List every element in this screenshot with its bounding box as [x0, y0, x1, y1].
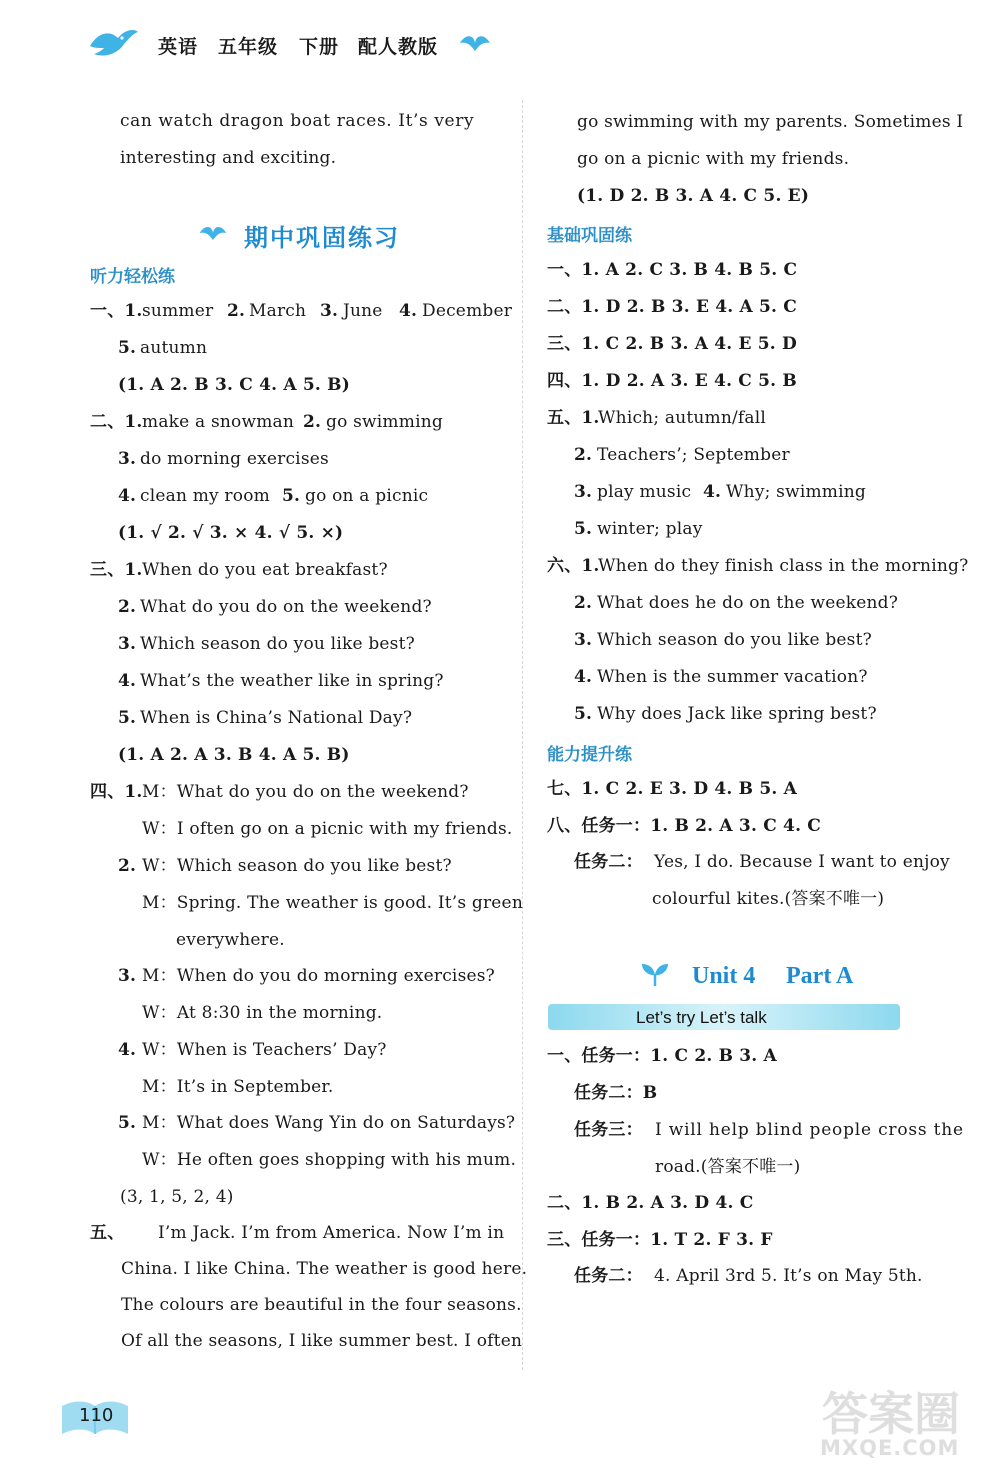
answer-text: clean my room [140, 486, 270, 506]
answer-key-line: 八、任务一：1. B 2. A 3. C 4. C [547, 816, 822, 836]
question-number: 5. [574, 704, 593, 724]
dialogue-line: everywhere. [176, 930, 285, 950]
answer-key-line: 四、1. D 2. A 3. E 4. C 5. B [547, 371, 797, 391]
answer-key-line: 一、任务一：1. C 2. B 3. A [547, 1046, 777, 1066]
question-number: 5. [118, 338, 137, 358]
question-number: 2. [574, 445, 593, 465]
unit-title: Unit 4 [692, 963, 756, 989]
dialogue-line: W：I often go on a picnic with my friends. [142, 819, 513, 839]
question-number: 5. [574, 519, 593, 539]
answer-text: Why; swimming [726, 482, 866, 502]
question-number: 3. [118, 449, 137, 469]
question-number: 五、1. [547, 408, 600, 428]
answer-text: 4. April 3rd 5. It’s on May 5th. [654, 1266, 923, 1286]
answer-text: When is China’s National Day? [140, 708, 413, 728]
question-number: 2. [574, 593, 593, 613]
answer-text: When do they finish class in the morning? [598, 556, 969, 576]
watermark-url: MXQE.COM [820, 1436, 960, 1460]
answer-key-line: (1. A 2. A 3. B 4. A 5. B) [118, 745, 350, 765]
passage-line: go on a picnic with my friends. [577, 149, 850, 169]
answer-text: What’s the weather like in spring? [140, 671, 444, 691]
question-number: 4. [118, 671, 137, 691]
answer-key-line: 一、1. A 2. C 3. B 4. B 5. C [547, 260, 798, 280]
answer-text: Which season do you like best? [140, 634, 415, 654]
page-number: 110 [79, 1405, 114, 1426]
continued-text-line: can watch dragon boat races. It’s very [120, 111, 475, 131]
answer-text: Teachers’; September [597, 445, 790, 465]
question-number: 4. [574, 667, 593, 687]
question-number: 2. [118, 856, 137, 876]
dialogue-line: W：When is Teachers’ Day? [142, 1040, 387, 1060]
subsection-label: 能力提升练 [547, 745, 632, 765]
leaf-decoration-icon [198, 224, 228, 242]
answer-key-line: 二、1. D 2. B 3. E 4. A 5. C [547, 297, 797, 317]
dialogue-line: W：He often goes shopping with his mum. [142, 1150, 517, 1170]
answer-key-line: (1. √ 2. √ 3. × 4. √ 5. ×) [118, 523, 344, 543]
column-divider [522, 100, 523, 1370]
question-number: 3. [118, 966, 137, 986]
answer-key-line: 三、1. C 2. B 3. A 4. E 5. D [547, 334, 797, 354]
answer-text: Why does Jack like spring best? [597, 704, 877, 724]
question-number: 3. [320, 301, 339, 321]
section-title: 期中巩固练习 [244, 224, 400, 252]
question-number: 3. [118, 634, 137, 654]
task-label: 任务二： [574, 1266, 643, 1286]
answer-text: colourful kites.(答案不唯一) [652, 889, 885, 909]
leaf-decoration-icon [458, 33, 492, 53]
passage-line: The colours are beautiful in the four seasons. [121, 1295, 522, 1315]
question-number: 一、1. [90, 301, 143, 321]
answer-key-line: 三、任务一：1. T 2. F 3. F [547, 1230, 773, 1250]
answer-text: I will help blind people cross the [655, 1120, 964, 1140]
continued-text-line: interesting and exciting. [120, 148, 337, 168]
header-edition: 配人教版 [358, 36, 439, 58]
part-title: Part A [786, 963, 854, 989]
answer-text: Yes, I do. Because I want to enjoy [654, 852, 950, 872]
question-number: 3. [574, 630, 593, 650]
answer-text: play music [597, 482, 692, 502]
question-number: 三、1. [90, 560, 143, 580]
dialogue-line: W：At 8:30 in the morning. [142, 1003, 383, 1023]
answer-text: road.(答案不唯一) [655, 1157, 801, 1177]
header-grade: 五年级 [218, 36, 279, 58]
subsection-label: 基础巩固练 [547, 226, 632, 246]
answer-key-line: (3, 1, 5, 2, 4) [120, 1187, 234, 1207]
question-number: 六、1. [547, 556, 600, 576]
passage-line: go swimming with my parents. Sometimes I [577, 112, 964, 132]
answer-text: June [343, 301, 383, 321]
task-label: 任务二： [574, 852, 643, 872]
answer-key-line: 二、1. B 2. A 3. D 4. C [547, 1193, 754, 1213]
question-number: 5. [118, 1113, 137, 1133]
dialogue-line: M：It’s in September. [142, 1077, 334, 1097]
answer-text: Which season do you like best? [597, 630, 872, 650]
passage-line: China. I like China. The weather is good here. [121, 1259, 528, 1279]
answer-text: autumn [140, 338, 208, 358]
question-number: 4. [703, 482, 722, 502]
subsection-label: 听力轻松练 [90, 267, 175, 287]
answer-key-line: 任务二：B [574, 1083, 658, 1103]
dialogue-line: M：When do you do morning exercises? [142, 966, 495, 986]
question-number: 5. [282, 486, 301, 506]
answer-text: When do you eat breakfast? [142, 560, 388, 580]
question-number: 4. [118, 486, 137, 506]
page-header [0, 0, 1000, 90]
question-number: 2. [303, 412, 322, 432]
question-number: 二、1. [90, 412, 143, 432]
answer-text: What does he do on the weekend? [597, 593, 899, 613]
task-label: 任务三： [574, 1120, 643, 1140]
answer-key-line: (1. D 2. B 3. A 4. C 5. E) [577, 186, 810, 206]
passage-line: I’m Jack. I’m from America. Now I’m in [158, 1223, 505, 1243]
answer-text: make a snowman [142, 412, 295, 432]
question-number: 4. [118, 1040, 137, 1060]
answer-text: summer [142, 301, 214, 321]
dialogue-line: M：Spring. The weather is good. It’s green [142, 893, 523, 913]
question-number: 2. [118, 597, 137, 617]
passage-line: Of all the seasons, I like summer best. I often [121, 1331, 523, 1351]
answer-text: What do you do on the weekend? [140, 597, 432, 617]
watermark-logo: 答案圈 [822, 1387, 960, 1441]
dialogue-line: W：Which season do you like best? [142, 856, 452, 876]
answer-text: December [422, 301, 513, 321]
answer-text: go swimming [326, 412, 443, 432]
header-volume: 下册 [299, 36, 340, 58]
question-number: 2. [227, 301, 246, 321]
question-number: 3. [574, 482, 593, 502]
answer-text: March [249, 301, 307, 321]
answer-key-line: 七、1. C 2. E 3. D 4. B 5. A [547, 779, 797, 799]
answer-text: Which; autumn/fall [598, 408, 767, 428]
question-number: 4. [399, 301, 418, 321]
dialogue-line: M：What do you do on the weekend? [142, 782, 469, 802]
question-number: 五、 [90, 1223, 125, 1243]
answer-key-line: (1. A 2. B 3. C 4. A 5. B) [118, 375, 350, 395]
answer-text: winter; play [597, 519, 703, 539]
sprout-icon [640, 962, 670, 988]
answer-text: When is the summer vacation? [597, 667, 868, 687]
bird-logo-icon [88, 26, 140, 60]
dialogue-line: M：What does Wang Yin do on Saturdays? [142, 1113, 516, 1133]
answer-text: do morning exercises [140, 449, 329, 469]
question-number: 四、1. [90, 782, 143, 802]
lesson-banner-label: Let’s try Let’s talk [636, 1008, 767, 1027]
header-subject: 英语 [158, 36, 199, 58]
question-number: 5. [118, 708, 137, 728]
answer-text: go on a picnic [305, 486, 429, 506]
